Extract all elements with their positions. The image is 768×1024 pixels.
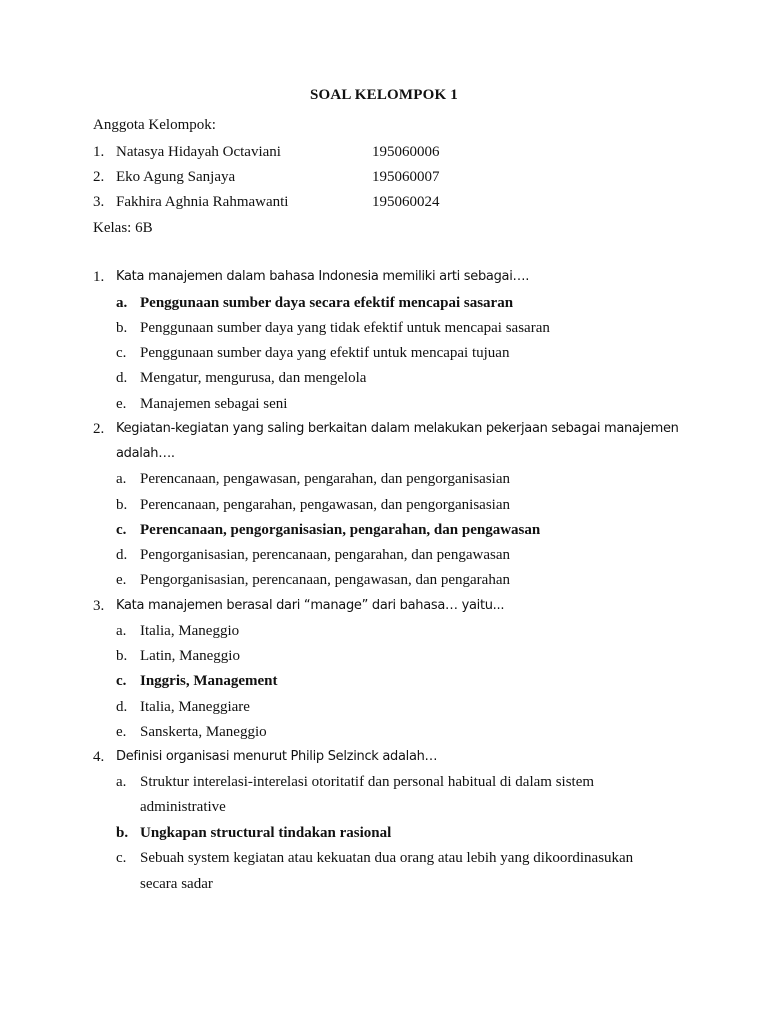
option-text: Perencanaan, pengawasan, pengarahan, dan pengorganisasian bbox=[140, 471, 510, 487]
option-text-answer: Ungkapan structural tindakan rasional bbox=[140, 825, 392, 841]
option-letter: b. bbox=[116, 497, 128, 513]
option-text-answer: Perencanaan, pengorganisasian, pengarahan, dan pengawasan bbox=[140, 522, 541, 538]
option-letter: e. bbox=[116, 572, 127, 588]
option-text-answer: Inggris, Management bbox=[140, 673, 278, 689]
question-text: Kata manajemen berasal dari “manage” dari bahasa… yaitu... bbox=[116, 598, 505, 613]
question-text: Kegiatan-kegiatan yang saling berkaitan dalam melakukan pekerjaan sebagai manajemen bbox=[116, 421, 679, 436]
option-text: Sanskerta, Maneggio bbox=[140, 724, 267, 740]
member-name: Eko Agung Sanjaya bbox=[116, 169, 236, 185]
option-letter: e. bbox=[116, 724, 127, 740]
option-letter: b. bbox=[116, 320, 128, 336]
option-text: Struktur interelasi-interelasi otoritatif dan personal habitual di dalam sistem bbox=[140, 774, 595, 790]
option-letter: c. bbox=[116, 345, 127, 361]
option-letter: b. bbox=[116, 825, 129, 841]
class-label: Kelas: 6B bbox=[93, 220, 153, 236]
option-letter: c. bbox=[116, 522, 127, 538]
members-label: Anggota Kelompok: bbox=[93, 117, 216, 133]
member-number: 2. bbox=[93, 169, 105, 185]
option-text: Penggunaan sumber daya yang efektif untuk mencapai tujuan bbox=[140, 345, 510, 361]
option-letter: d. bbox=[116, 699, 128, 715]
option-letter: d. bbox=[116, 547, 128, 563]
member-id: 195060006 bbox=[372, 144, 440, 160]
question-text: Definisi organisasi menurut Philip Selzinck adalah… bbox=[116, 749, 438, 764]
option-letter: b. bbox=[116, 648, 128, 664]
option-text: Mengatur, mengurusa, dan mengelola bbox=[140, 370, 367, 386]
option-letter: a. bbox=[116, 295, 128, 311]
member-number: 3. bbox=[93, 194, 105, 210]
option-letter: a. bbox=[116, 774, 127, 790]
option-text: Perencanaan, pengarahan, pengawasan, dan pengorganisasian bbox=[140, 497, 510, 513]
member-name: Fakhira Aghnia Rahmawanti bbox=[116, 194, 289, 210]
question-number: 4. bbox=[93, 749, 105, 765]
member-id: 195060024 bbox=[372, 194, 440, 210]
page-title: SOAL KELOMPOK 1 bbox=[309, 87, 459, 103]
option-text: Italia, Maneggiare bbox=[140, 699, 250, 715]
option-text: Italia, Maneggio bbox=[140, 623, 240, 639]
option-letter: a. bbox=[116, 471, 127, 487]
option-text: Penggunaan sumber daya yang tidak efektif untuk mencapai sasaran bbox=[140, 320, 550, 336]
question-text: Kata manajemen dalam bahasa Indonesia memiliki arti sebagai…. bbox=[116, 269, 530, 284]
option-text-answer: Penggunaan sumber daya secara efektif mencapai sasaran bbox=[140, 295, 514, 311]
option-letter: a. bbox=[116, 623, 127, 639]
option-text-continued: administrative bbox=[140, 799, 226, 815]
option-letter: d. bbox=[116, 370, 128, 386]
question-number: 1. bbox=[93, 269, 105, 285]
question-text-continued: adalah…. bbox=[116, 446, 175, 461]
option-text: Sebuah system kegiatan atau kekuatan dua orang atau lebih yang dikoordinasukan bbox=[140, 850, 634, 866]
option-text: Pengorganisasian, perencanaan, pengawasan, dan pengarahan bbox=[140, 572, 510, 588]
question-number: 2. bbox=[93, 421, 105, 437]
option-text: Latin, Maneggio bbox=[140, 648, 240, 664]
option-text: Manajemen sebagai seni bbox=[140, 396, 288, 412]
member-number: 1. bbox=[93, 144, 105, 160]
option-letter: c. bbox=[116, 850, 127, 866]
option-text-continued: secara sadar bbox=[140, 876, 213, 892]
member-id: 195060007 bbox=[372, 169, 440, 185]
question-number: 3. bbox=[93, 598, 105, 614]
option-text: Pengorganisasian, perencanaan, pengarahan, dan pengawasan bbox=[140, 547, 510, 563]
option-letter: c. bbox=[116, 673, 127, 689]
option-letter: e. bbox=[116, 396, 127, 412]
member-name: Natasya Hidayah Octaviani bbox=[116, 144, 281, 160]
